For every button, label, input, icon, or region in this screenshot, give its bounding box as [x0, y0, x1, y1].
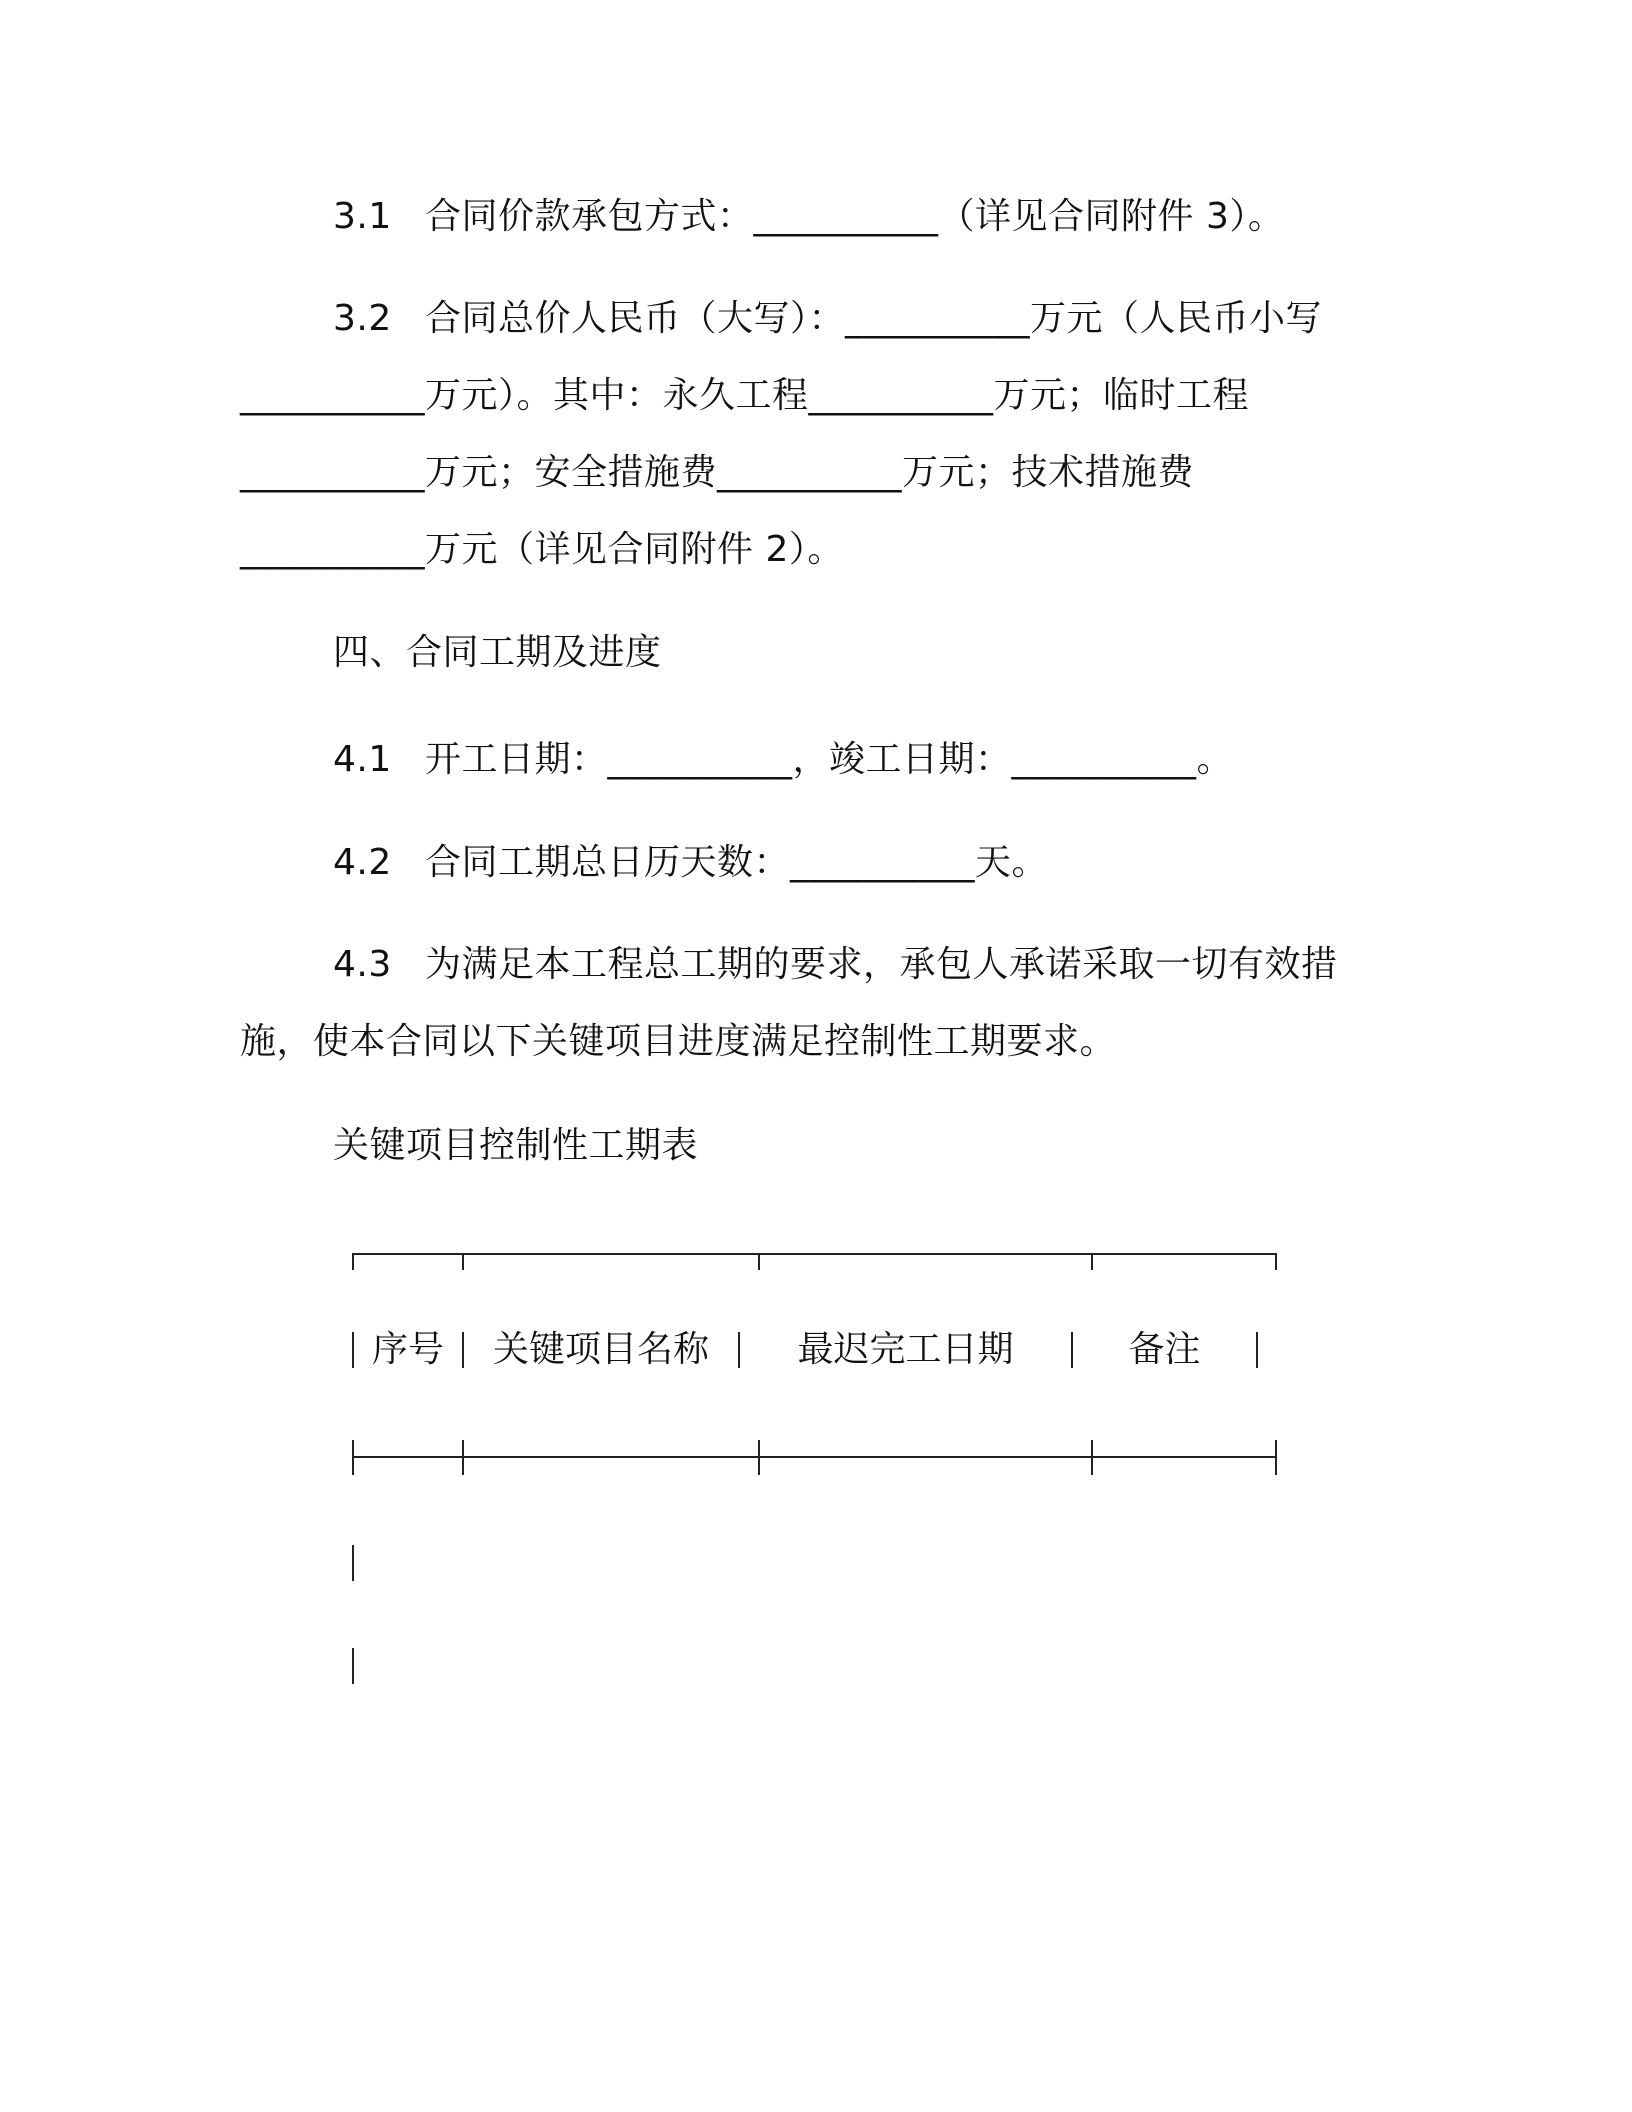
- clause-text: 合同价款承包方式：__________（详见合同附件 3）。: [425, 196, 1285, 237]
- table-tick: [1091, 1253, 1093, 1270]
- table-tick: [1091, 1440, 1093, 1475]
- table-row-marker: [352, 1648, 354, 1684]
- clause-3-2-line-1: [333, 297, 1322, 341]
- table-col-divider: [1256, 1332, 1258, 1368]
- table-header-deadline: 最迟完工日期: [797, 1329, 1014, 1370]
- clause-3-2-line-3: __________万元；安全措施费__________万元；技术措施费: [240, 452, 1195, 493]
- table-header-remarks: 备注: [1128, 1329, 1201, 1370]
- clause-3-2-line-4: __________万元（详见合同附件 2）。: [240, 529, 844, 570]
- clause-text: 为满足本工程总工期的要求，承包人承诺采取一切有效措: [425, 944, 1338, 985]
- table-tick: [758, 1253, 760, 1270]
- table-header-bottom-border: [352, 1456, 1277, 1458]
- table-row-marker: [352, 1545, 354, 1581]
- clause-4-3-line-2: 施，使本合同以下关键项目进度满足控制性工期要求。: [240, 1021, 1117, 1062]
- clause-number: 4.2: [333, 842, 392, 883]
- table-tick: [1275, 1440, 1277, 1475]
- table-header-index: 序号: [371, 1329, 444, 1370]
- table-tick: [1275, 1253, 1277, 1270]
- clause-4-3-line-1: [333, 943, 1338, 987]
- table-tick: [462, 1253, 464, 1270]
- clause-number: 4.3: [333, 944, 392, 985]
- clause-number: 4.1: [333, 739, 392, 780]
- clause-3-2-line-2: __________万元）。其中：永久工程__________万元；临时工程: [240, 375, 1250, 416]
- table-title: 关键项目控制性工期表: [333, 1125, 699, 1166]
- table-tick: [352, 1440, 354, 1475]
- clause-4-1: [333, 738, 1233, 782]
- table-header-item-name: 关键项目名称: [492, 1329, 709, 1370]
- clause-text: 合同总价人民币（大写）：__________万元（人民币小写: [425, 298, 1323, 339]
- clause-3-1: [333, 195, 1284, 239]
- table-top-border: [352, 1253, 1277, 1255]
- table-tick: [352, 1253, 354, 1270]
- clause-number: 3.1: [333, 196, 392, 237]
- section-heading-4: 四、合同工期及进度: [333, 632, 662, 673]
- clause-text: 开工日期：__________，竣工日期：__________。: [425, 739, 1234, 780]
- clause-text: 合同工期总日历天数：__________天。: [425, 842, 1049, 883]
- clause-4-2: [333, 841, 1048, 885]
- table-tick: [758, 1440, 760, 1475]
- clause-number: 3.2: [333, 298, 392, 339]
- table-tick: [462, 1440, 464, 1475]
